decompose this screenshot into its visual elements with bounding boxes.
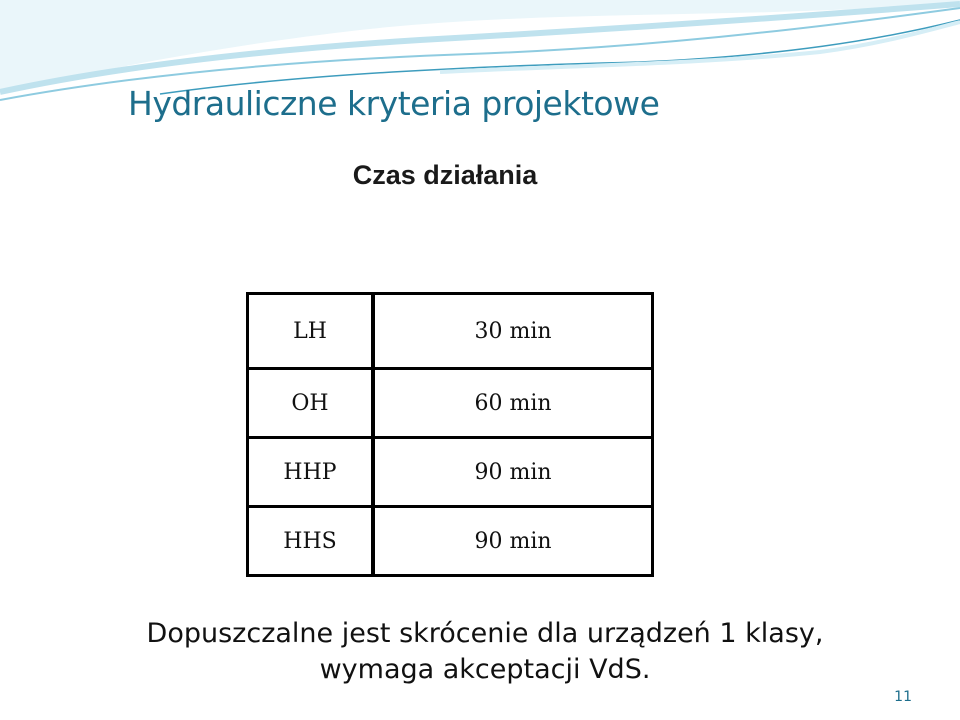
table-row [248,294,653,369]
slide-title: Hydrauliczne kryteria projektowe [128,84,660,123]
table-row [248,438,653,507]
row-label: HHS [248,507,374,576]
row-label: LH [248,294,374,369]
row-value: 60 min [373,369,653,438]
note-line-2: wymaga akceptacji VdS. [319,654,651,685]
note-text [0,616,960,688]
row-value: 90 min [373,507,653,576]
row-label: OH [248,369,374,438]
row-label: HHP [248,438,374,507]
slide-subtitle: Czas działania [352,160,538,190]
row-value: 90 min [373,438,653,507]
row-value: 30 min [373,294,653,369]
page-number: 11 [894,689,912,705]
table-row [248,369,653,438]
duration-table [246,292,654,577]
note-line-1: Dopuszczalne jest skrócenie dla urządzeń 1 klasy, [146,618,824,649]
table-row [248,507,653,576]
